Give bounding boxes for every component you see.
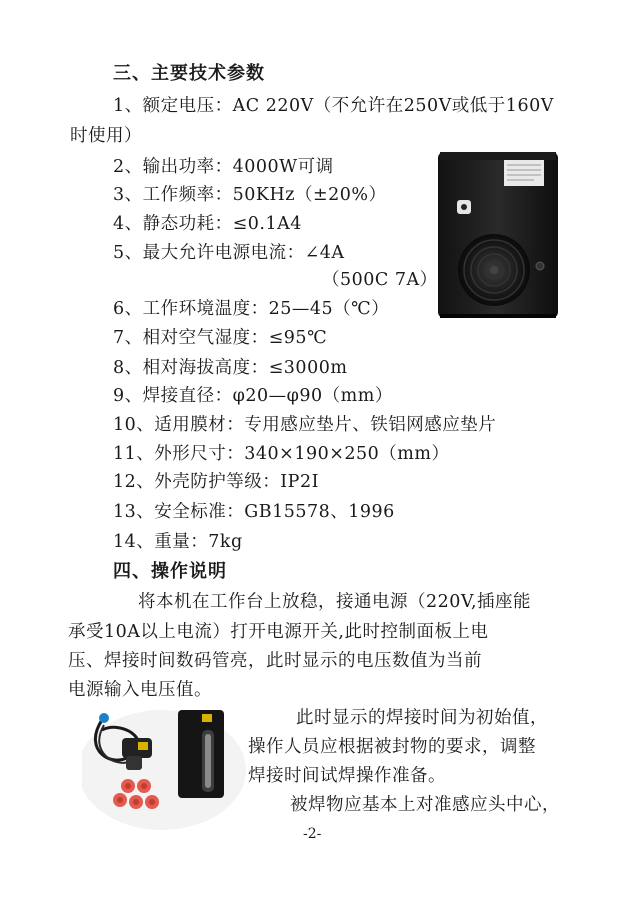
spec-item: 2、输出功率：4000W可调 <box>113 157 334 177</box>
paragraph-line: 电源输入电压值。 <box>68 680 212 700</box>
spec-item: 时使用） <box>70 126 142 146</box>
spec-item: 7、相对空气湿度：≤95℃ <box>113 328 328 348</box>
paragraph-line: 压、焊接时间数码管亮，此时显示的电压数值为当前 <box>68 651 482 671</box>
spec-item: 14、重量：7kg <box>113 532 243 552</box>
spec-item: （500C 7A） <box>322 270 438 290</box>
spec-item: 9、焊接直径：φ20—φ90（mm） <box>113 386 393 406</box>
spec-item: 6、工作环境温度：25—45（℃） <box>113 299 390 319</box>
paragraph-line: 焊接时间试焊操作准备。 <box>248 766 446 786</box>
spec-item: 13、安全标准：GB15578、1996 <box>113 502 395 522</box>
section-3-heading: 三、主要技术参数 <box>113 63 265 84</box>
section-4-heading: 四、操作说明 <box>113 561 227 582</box>
spec-item: 4、静态功耗：≤0.1A4 <box>113 214 302 234</box>
spec-item: 3、工作频率：50KHz（±20%） <box>113 185 387 205</box>
paragraph-line: 操作人员应根据被封物的要求，调整 <box>248 737 536 757</box>
spec-item: 10、适用膜材：专用感应垫片、铁铝网感应垫片 <box>113 415 497 435</box>
paragraph-line: 被焊物应基本上对准感应头中心， <box>290 795 560 815</box>
spec-item: 5、最大允许电源电流：∠4A <box>113 243 345 263</box>
paragraph-line: 承受10A以上电流）打开电源开关,此时控制面板上电 <box>68 622 489 642</box>
paragraph-line: 此时显示的焊接时间为初始值， <box>296 708 548 728</box>
spec-item: 8、相对海拔高度：≤3000m <box>113 358 348 378</box>
spec-item: 11、外形尺寸：340×190×250（mm） <box>113 444 450 464</box>
device-accessories-photo <box>82 700 250 832</box>
spec-item: 12、外壳防护等级：IP2I <box>113 472 320 492</box>
page-number: -2- <box>303 826 322 842</box>
spec-item: 1、额定电压：AC 220V（不允许在250V或低于160V <box>113 96 554 116</box>
paragraph-line: 将本机在工作台上放稳，接通电源（220V,插座能 <box>138 592 532 612</box>
device-back-photo <box>434 150 564 320</box>
